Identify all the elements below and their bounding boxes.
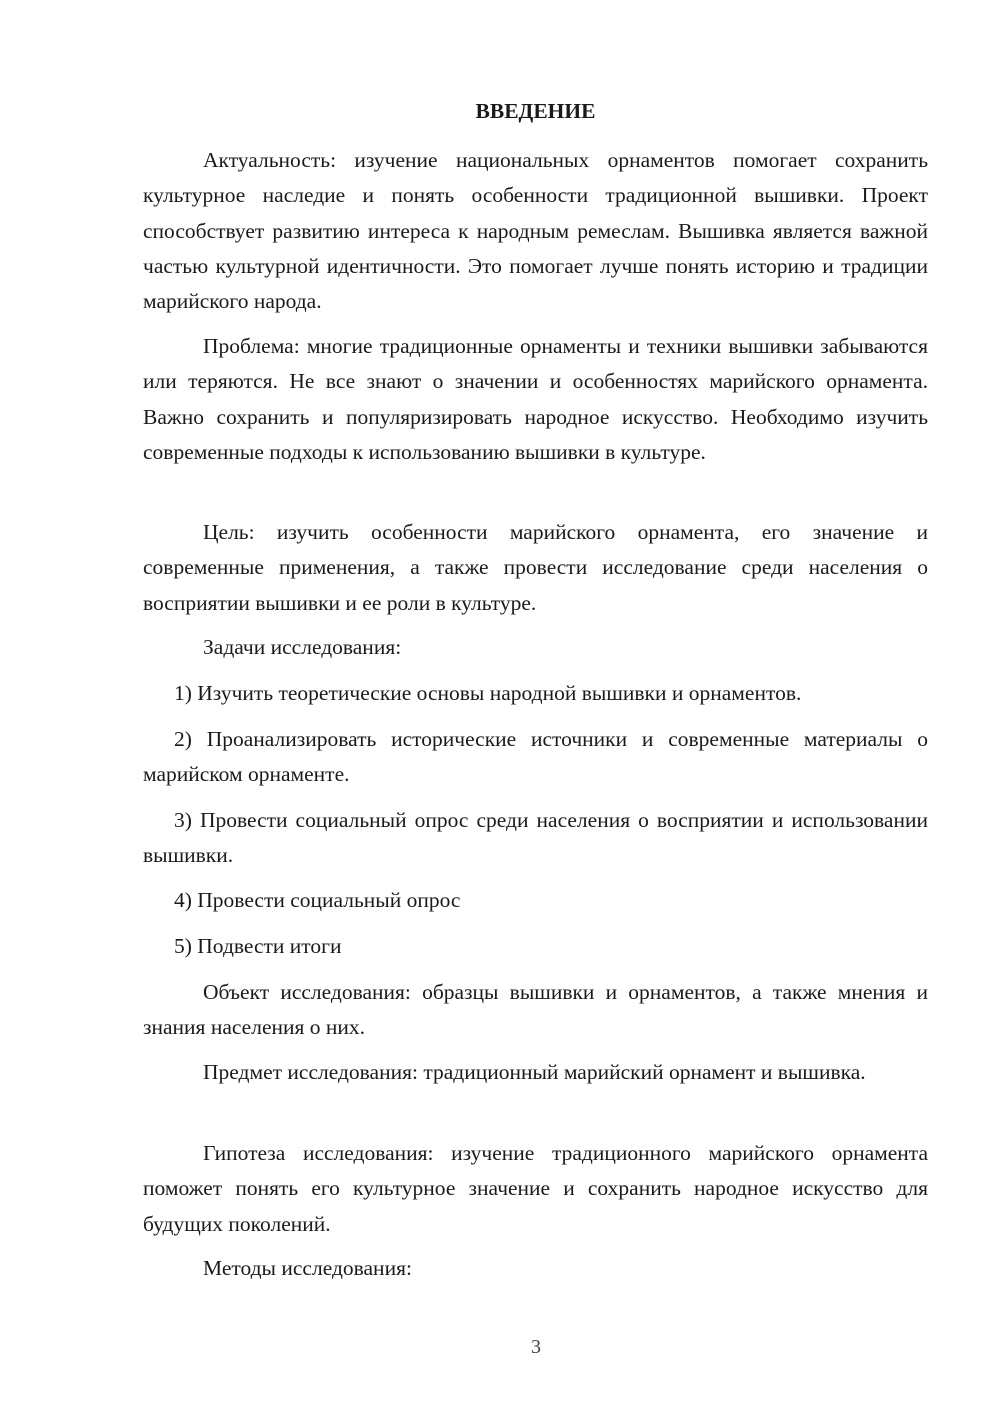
problem-paragraph: Проблема: многие традиционные орнаменты и техники вышивки забываются или теряются. Не все знают о значении и особенностях марийского орнамента. Важно сохранить и популяризировать народное искусство. Необходимо изучить современные подходы к использованию вышивки в культуре. [143,334,928,464]
task-item: 2) Проанализировать исторические источники и современные материалы о марийском орнаменте. [143,727,928,787]
methods-heading: Методы исследования: [203,1256,412,1280]
goal-paragraph: Цель: изучить особенности марийского орнамента, его значение и современные применения, а также провести исследование среди населения о восприятии вышивки и ее роли в культуре. [143,520,928,615]
subject-paragraph: Предмет исследования: традиционный марийский орнамент и вышивка. [203,1060,866,1084]
object-paragraph: Объект исследования: образцы вышивки и орнаментов, а также мнения и знания населения о них. [143,980,928,1040]
tasks-heading: Задачи исследования: [203,635,402,659]
task-item: 5) Подвести итоги [174,934,342,958]
hypothesis-paragraph: Гипотеза исследования: изучение традиционного марийского орнамента поможет понять его культурное значение и сохранить народное искусство для будущих поколений. [143,1141,928,1236]
task-item: 3) Провести социальный опрос среди населения о восприятии и использовании вышивки. [143,808,928,868]
task-item: 4) Провести социальный опрос [174,888,461,912]
relevance-paragraph: Актуальность: изучение национальных орнаментов помогает сохранить культурное наследие и понять особенности традиционной вышивки. Проект способствует развитию интереса к народным ремеслам. Вышивка является важной частью культурной идентичности. Это помогает лучше понять историю и традиции марийского народа. [143,148,928,314]
task-item: 1) Изучить теоретические основы народной вышивки и орнаментов. [174,681,802,705]
page-title: ВВЕДЕНИЕ [475,99,596,123]
page-number: 3 [531,1336,541,1358]
